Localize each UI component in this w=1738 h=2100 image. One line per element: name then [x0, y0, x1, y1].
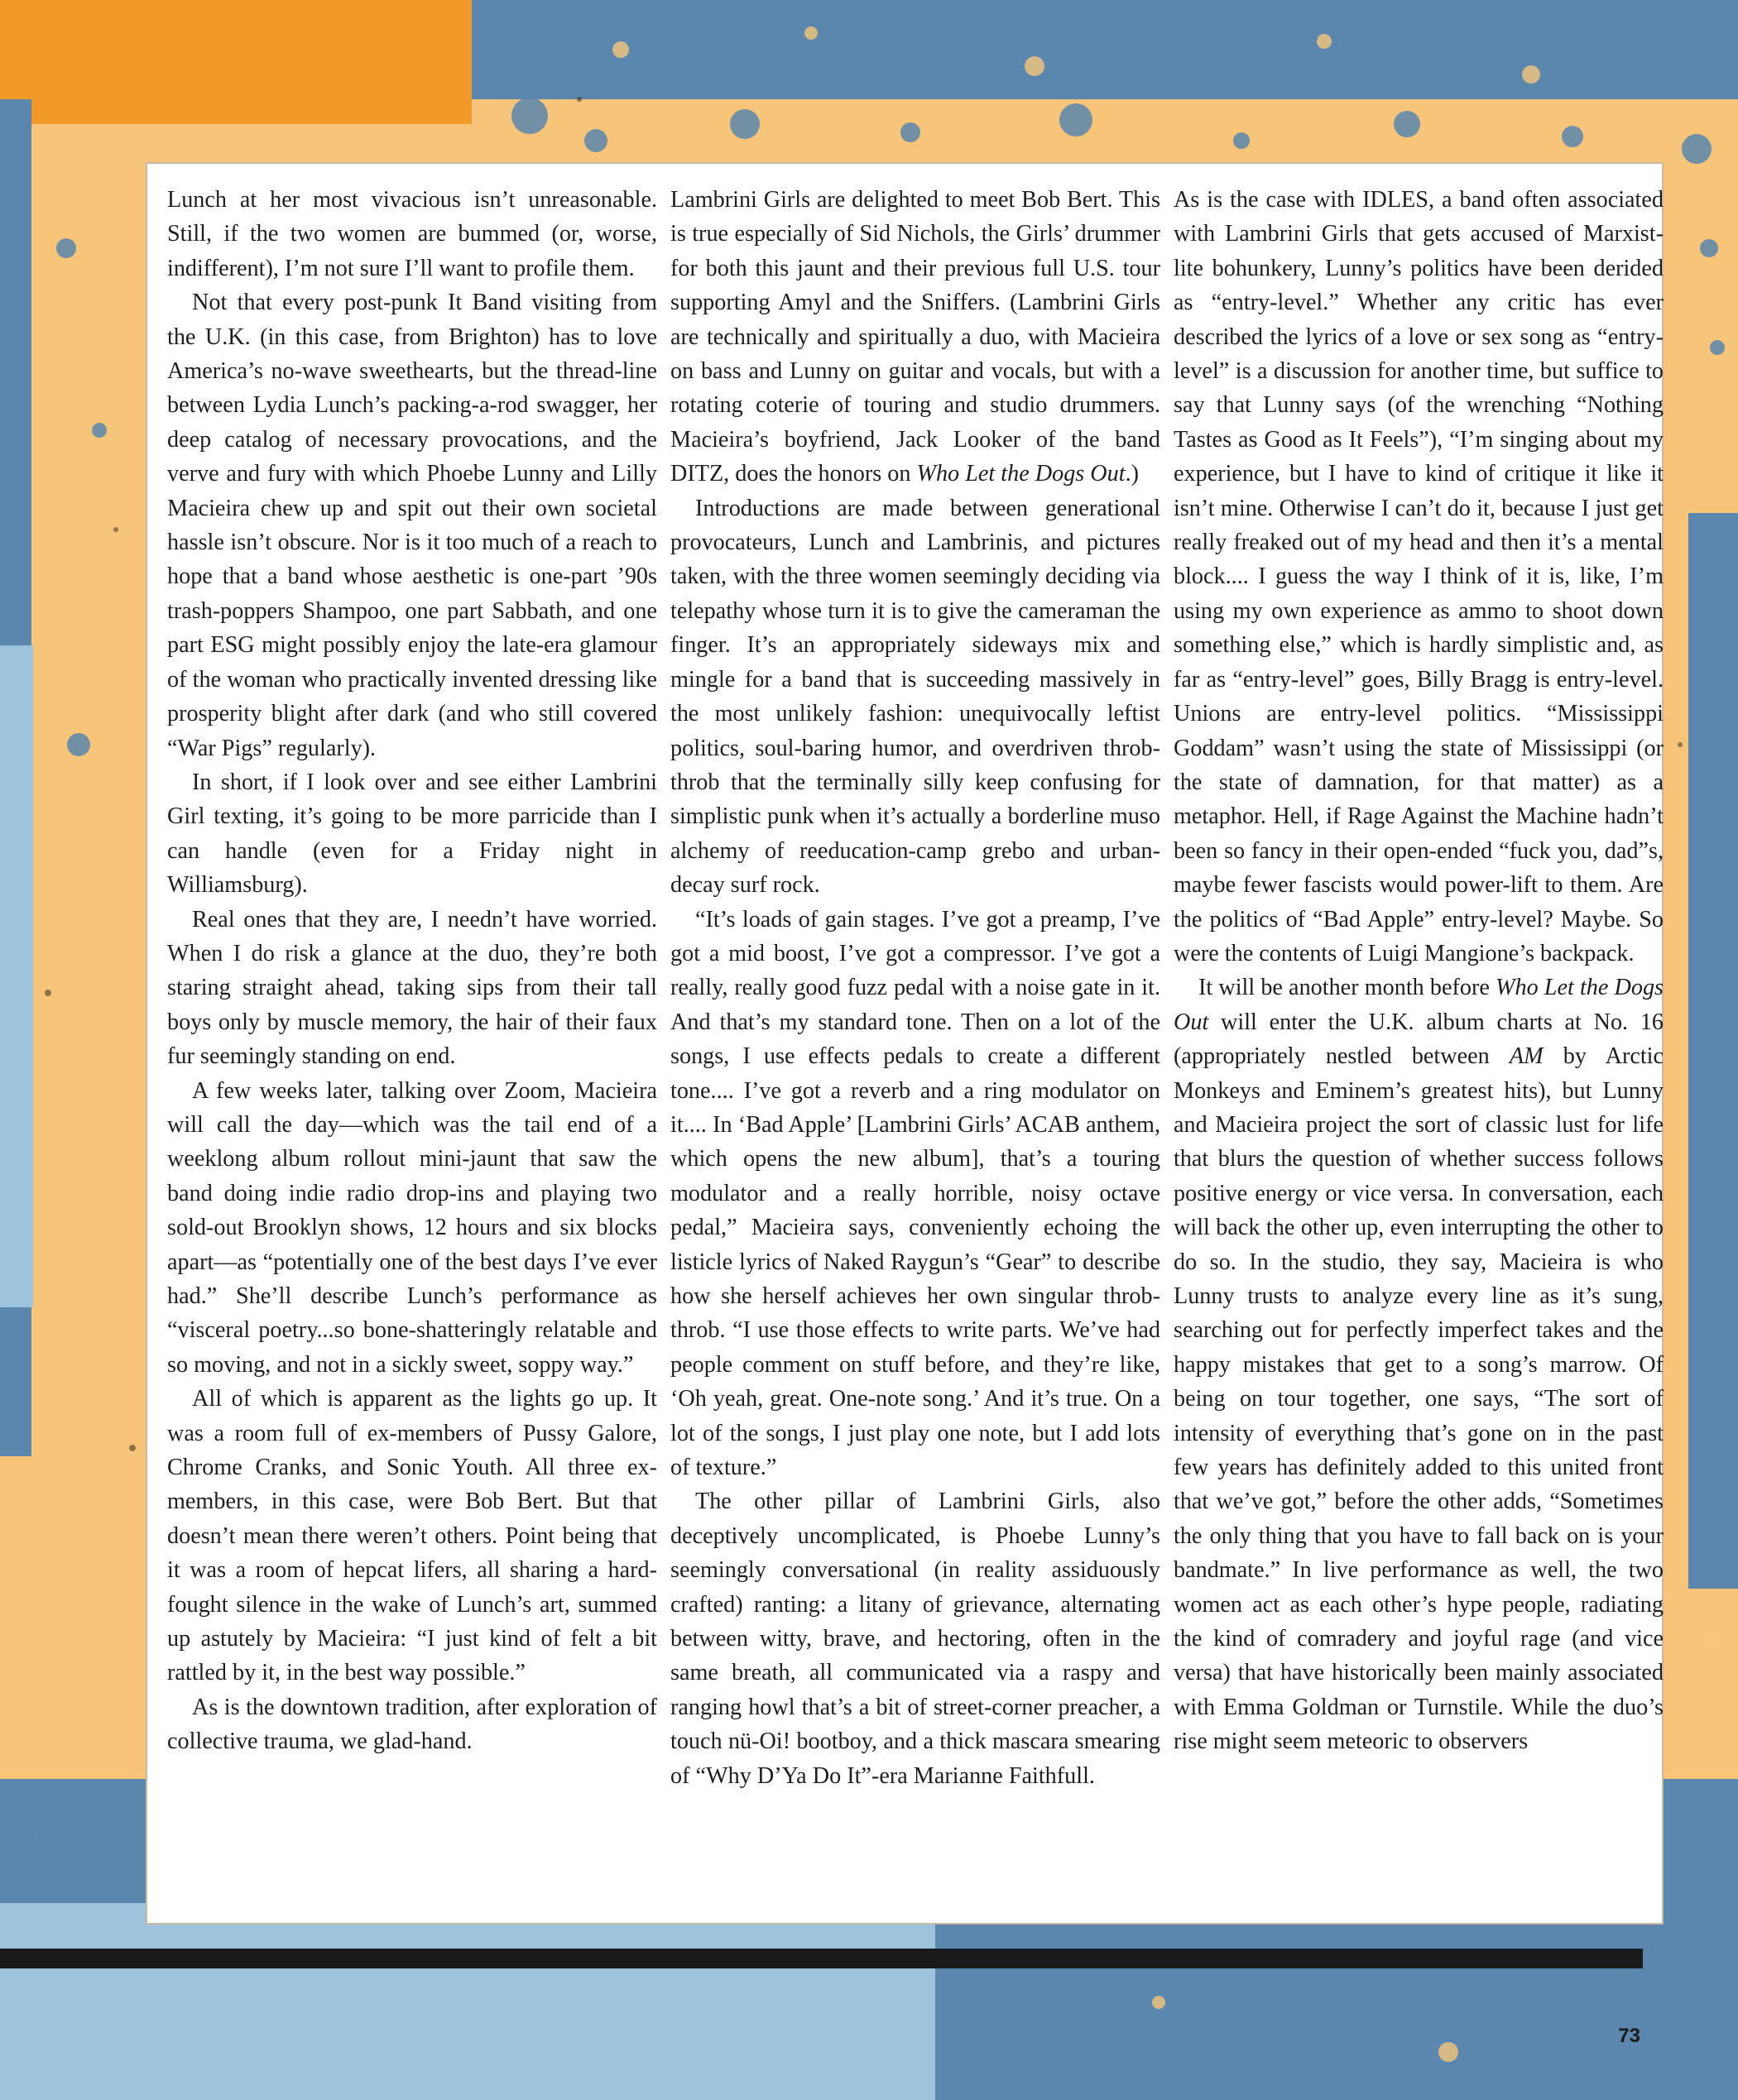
page-number: 73	[1618, 2025, 1640, 2047]
paragraph-text: It will be another month before	[1198, 975, 1490, 1001]
paragraph: “It’s loads of gain stages. I’ve got a preamp, I’ve got a mid boost, I’ve got a compressor. I’ve got a really, really good fuzz pedal with a noise gate in it. And that’s my standard tone. Then on a lot of the songs, I use effects pedals to create a different tone.... I’ve got a reverb and a ring modulator on it.... In ‘Bad Apple’ [Lambrini Girls’ ACAB anthem, which opens the new album], that’s a touring modulator and a really horrible, noisy octave pedal,” Macieira says, conveniently echoing the listicle lyrics of Naked Raygun’s “Gear” to describe how she herself achieves her own singular throb-throb. “I use those effects to write parts. We’ve had people comment on stuff before, and they’re like, ‘Oh yeah, great. One-note song.’ And it’s true. On a lot of the songs, I just play one note, but I add lots of texture.”	[670, 906, 1160, 1481]
paragraph	[670, 183, 1160, 491]
album-title: Who Let the Dogs Out	[1174, 975, 1664, 1035]
article-column-3	[1174, 183, 1664, 1759]
paragraph: Lunch at her most vivacious isn’t unreasonable. Still, if the two women are bummed (or, worse, indifferent), I’m not sure I’ll want to profile them.	[167, 187, 657, 281]
paragraph: Introductions are made between generational provocateurs, Lunch and Lambrinis, and pictures taken, with the three women seemingly deciding via telepathy whose turn it is to give the cameraman the finger. It’s an appropriately sideways mix and mingle for a band that is succeeding massively in the most unlikely fashion: unequivocally leftist politics, soul-baring humor, and overdriven throb-throb that the terminally silly keep confusing for simplistic punk when it’s actually a borderline muso alchemy of reeducation-camp grebo and urban-decay surf rock.	[670, 495, 1160, 899]
album-title: Who Let the Dogs Out	[916, 461, 1126, 487]
footer-rule	[0, 1949, 1643, 1968]
paragraph: Real ones that they are, I needn’t have worried. When I do risk a glance at the duo, they’re both staring straight ahead, taking sips from their tall boys only by muscle memory, the hair of their faux fur seemingly standing on end.	[167, 906, 657, 1070]
paragraph: A few weeks later, talking over Zoom, Macieira will call the day—which was the tail end of a weeklong album rollout mini-jaunt that saw the band doing indie radio drop-ins and playing two sold-out Brooklyn shows, 12 hours and six blocks apart—as “potentially one of the best days I’ve ever had.” She’ll describe Lunch’s performance as “visceral poetry...so bone-shatteringly relatable and so moving, and not in a sickly sweet, soppy way.”	[167, 1077, 657, 1378]
article-column-1	[167, 183, 657, 1759]
paragraph: The other pillar of Lambrini Girls, also deceptively uncomplicated, is Phoebe Lunny’s seemingly conversational (in reality assiduously crafted) ranting: a litany of grievance, alternating between witty, brave, and hectoring, often in the same breath, all communicated via a raspy and ranging howl that’s a bit of street-corner preacher, a touch nü-Oi! bootboy, and a thick mascara smearing of “Why D’Ya Do It”-era Marianne Faithfull.	[670, 1489, 1160, 1789]
article-column-2	[670, 183, 1160, 1793]
paragraph	[1174, 971, 1664, 1758]
paragraph: All of which is apparent as the lights go up. It was a room full of ex-members of Pussy Galore, Chrome Cranks, and Sonic Youth. All three ex-members, in this case, were Bob Bert. But that doesn’t mean there weren’t others. Point being that it was a room of hepcat lifers, all sharing a hard-fought silence in the wake of Lunch’s art, summed up astutely by Macieira: “I just kind of felt a bit rattled by it, in the best way possible.”	[167, 1386, 657, 1686]
paragraph-text: will enter the U.K. album charts at No. 16 (appropriately nestled between	[1174, 1009, 1664, 1070]
paragraph: In short, if I look over and see either Lambrini Girl texting, it’s going to be more parricide than I can handle (even for a Friday night in Williamsburg).	[167, 769, 657, 899]
album-title: AM	[1509, 1043, 1544, 1070]
paragraph: As is the downtown tradition, after exploration of collective trauma, we glad-hand.	[167, 1694, 657, 1755]
paragraph: Not that every post-punk It Band visiting from the U.K. (in this case, from Brighton) has to love America’s no-wave sweethearts, but the thread-line between Lydia Lunch’s packing-a-rod swagger, her deep catalog of necessary provocations, and the verve and fury with which Phoebe Lunny and Lilly Macieira chew up and spit out their own societal hassle isn’t obscure. Nor is it too much of a reach to hope that a band whose aesthetic is one-part ’90s trash-poppers Shampoo, one part Sabbath, and one part ESG might possibly enjoy the late-era glamour of the woman who practically invented dressing like prosperity blight after dark (and who still covered “War Pigs” regularly).	[167, 290, 657, 761]
paragraph-text: .)	[1125, 461, 1140, 487]
paragraph: As is the case with IDLES, a band often associated with Lambrini Girls that gets accused of Marxist-lite bohunkery, Lunny’s politics have been derided as “entry-level.” Whether any critic has ever described the lyrics of a love or sex song as “entry-level” is a discussion for another time, but suffice to say that Lunny says (of the wrenching “Nothing Tastes as Good as It Feels”), “I’m singing about my experience, but I have to kind of critique it like it isn’t mine. Otherwise I can’t do it, because I just get really freaked out of my head and then it’s a mental block.... I guess the way I think of it is, like, I’m using my own experience as ammo to shoot down something else,” which is hardly simplistic and, as far as “entry-level” goes, Billy Bragg is entry-level. Unions are entry-level politics. “Mississippi Goddam” wasn’t using the state of Mississippi (or the state of damnation, for that matter) as a metaphor. Hell, if Rage Against the Machine hadn’t been so fancy in their open-ended “fuck you, dad”s, maybe fewer fascists would power-lift to them. Are the politics of “Bad Apple” entry-level? Maybe. So were the contents of Luigi Mangione’s backpack.	[1174, 187, 1664, 966]
paragraph-text: Lambrini Girls are delighted to meet Bob Bert. This is true especially of Sid Nichols, the Girls’ drummer for both this jaunt and their previous full U.S. tour supporting Amyl and the Sniffers. (Lambrini Girls are technically and spiritually a duo, with Macieira on bass and Lunny on guitar and vocals, but with a rotating coterie of touring and studio drummers. Macieira’s boyfriend, Jack Looker of the band DITZ, does the honors on	[670, 187, 1160, 487]
paragraph-text: by Arctic Monkeys and Eminem’s greatest hits), but Lunny and Macieira project the sort of classic lust for life that blurs the question of whether success follows positive energy or vice versa. In conversation, each will back the other up, even interrupting the other to do so. In the studio, they say, Macieira is who Lunny trusts to analyze every line as it’s sung, searching out for perfectly imperfect takes and the happy mistakes that get to a song’s marrow. Of being on tour together, one says, “The sort of intensity of everything that’s gone on in the past few years has definitely added to this united front that we’ve got,” before the other adds, “Sometimes the only thing that you have to fall back on is your bandmate.” In live performance as well, the two women act as each other’s hype people, radiating the kind of comradery and joyful rage (and vice versa) that have historically been mainly associated with Emma Goldman or Turnstile. While the duo’s rise might seem meteoric to observers	[1174, 1043, 1664, 1755]
